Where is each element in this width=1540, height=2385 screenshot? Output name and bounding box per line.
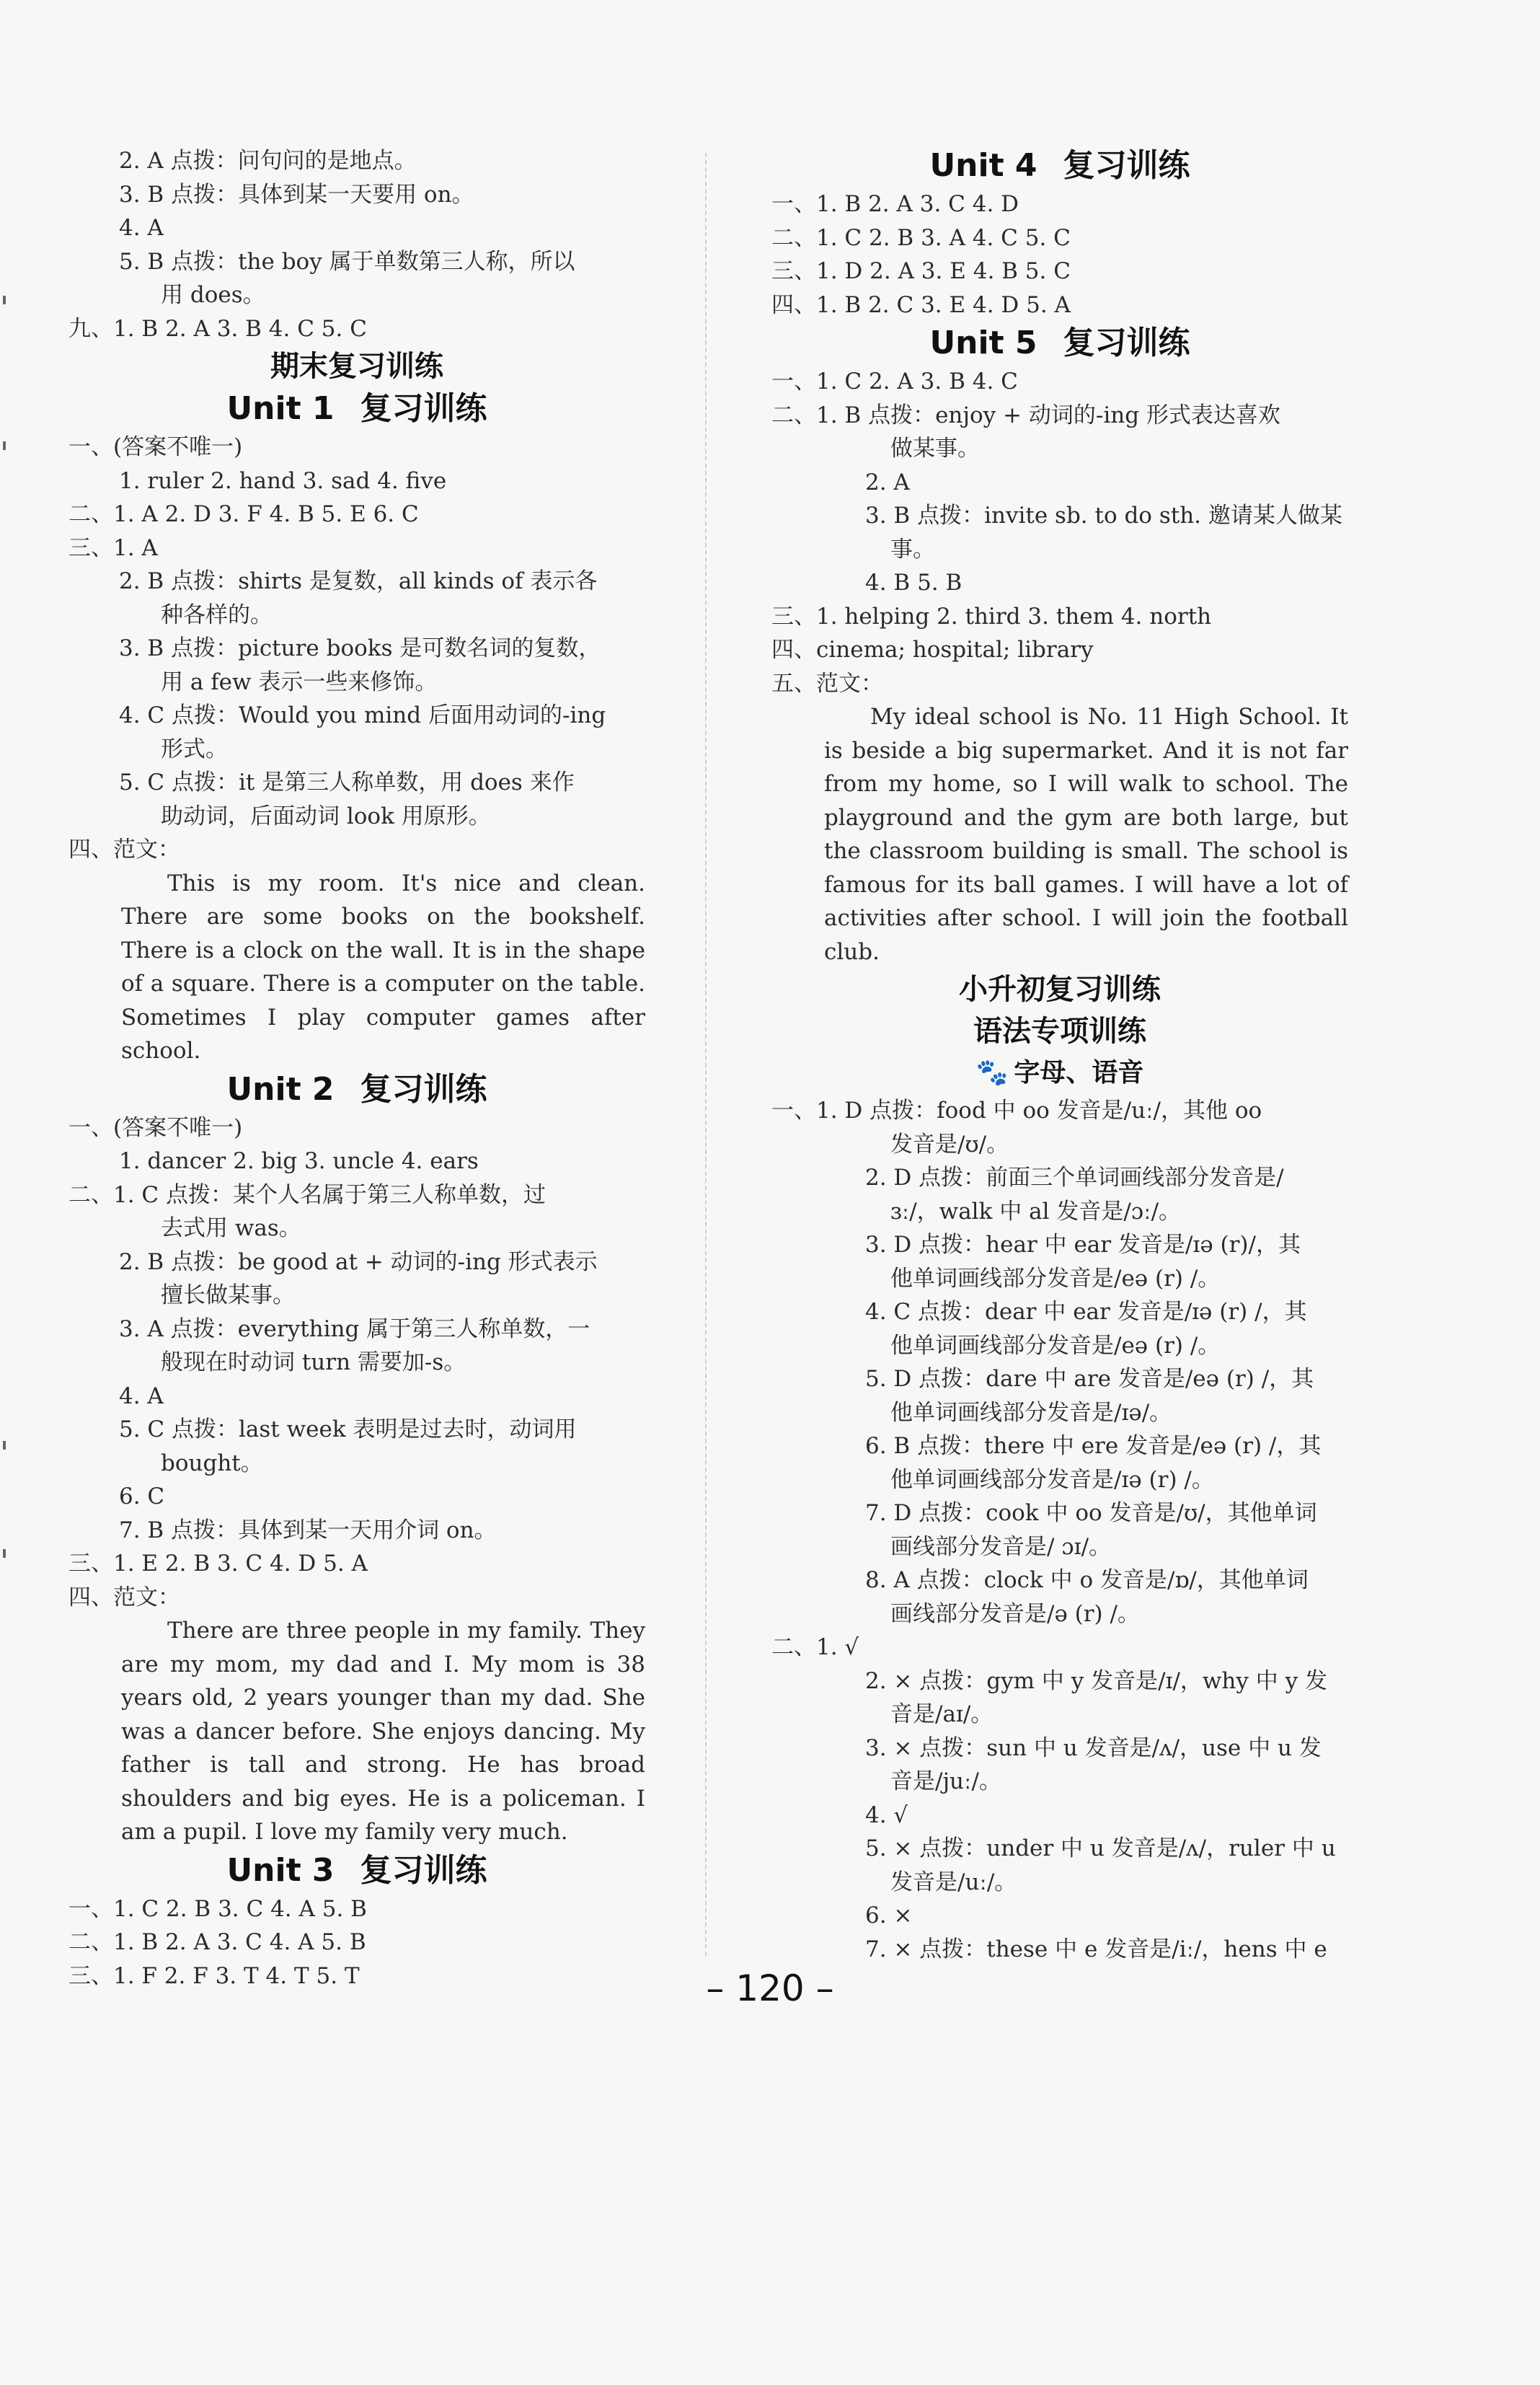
answer-line: 7. D 点拨：cook 中 oo 发音是/ʊ/，其他单词 bbox=[865, 1500, 1317, 1526]
answer-line: 三、1. A bbox=[68, 534, 158, 561]
answer-line: 2. A bbox=[865, 469, 910, 495]
answer-line: 1. dancer 2. big 3. uncle 4. ears bbox=[119, 1148, 479, 1174]
answer-line: 5. D 点拨：dare 中 are 发音是/eə (r) /，其 bbox=[865, 1366, 1314, 1392]
answer-line: 2. A 点拨：问句问的是地点。 bbox=[119, 148, 417, 174]
answer-line: 1. ruler 2. hand 3. sad 4. five bbox=[119, 467, 447, 494]
answer-line: 6. B 点拨：there 中 ere 发音是/eə (r) /，其 bbox=[865, 1433, 1322, 1459]
answer-line: 4. A bbox=[119, 1383, 164, 1409]
answer-line: 4. C 点拨：Would you mind 后面用动词的-ing bbox=[119, 702, 606, 728]
answer-line: 7. B 点拨：具体到某一天用介词 on。 bbox=[119, 1517, 497, 1543]
right-column bbox=[771, 144, 1348, 1966]
unit-label: 复习训练 bbox=[360, 390, 487, 427]
answer-line: 擅长做某事。 bbox=[161, 1282, 295, 1308]
answer-line: 4. B 5. B bbox=[865, 570, 962, 596]
edge-mark bbox=[3, 296, 6, 304]
answer-line: 画线部分发音是/ə (r) /。 bbox=[890, 1600, 1140, 1627]
answer-line: 二、1. C 点拨：某个人名属于第三人称单数，过 bbox=[68, 1181, 546, 1208]
answer-line: 二、1. C 2. B 3. A 4. C 5. C bbox=[771, 224, 1071, 251]
answer-line: 7. × 点拨：these 中 e 发音是/iː/，hens 中 e bbox=[865, 1936, 1327, 1962]
unit-heading bbox=[771, 322, 1348, 365]
edge-mark bbox=[3, 1441, 6, 1450]
essay-text: This is my room. It's nice and clean. There are some books on the bookshelf. There is a clock on the wall. It is in the shape of a square. There is a computer on the table. Sometimes I play computer games after school. bbox=[121, 870, 645, 1064]
answer-line: 一、(答案不唯一) bbox=[68, 434, 243, 460]
topic-heading bbox=[771, 1052, 1348, 1094]
answer-line: 助动词，后面动词 look 用原形。 bbox=[161, 803, 491, 829]
unit-heading bbox=[68, 1068, 645, 1111]
answer-line: 5. × 点拨：under 中 u 发音是/ʌ/，ruler 中 u bbox=[865, 1835, 1336, 1861]
unit-heading bbox=[771, 144, 1348, 188]
topic-label: 字母、语音 bbox=[1014, 1058, 1144, 1088]
answer-line: 4. √ bbox=[865, 1802, 908, 1828]
unit-heading bbox=[68, 387, 645, 431]
answer-line: 一、1. C 2. A 3. B 4. C bbox=[771, 369, 1018, 394]
answer-line: 去式用 was。 bbox=[161, 1215, 301, 1241]
answer-line: 5. C 点拨：it 是第三人称单数，用 does 来作 bbox=[119, 770, 575, 795]
unit-label: 复习训练 bbox=[1063, 147, 1190, 184]
answer-line: 四、cinema; hospital; library bbox=[771, 637, 1094, 663]
unit-number: Unit 3 bbox=[226, 1851, 335, 1889]
answer-line: 6. C bbox=[119, 1484, 165, 1509]
column-divider bbox=[705, 153, 707, 1956]
answer-line: 二、1. √ bbox=[771, 1634, 859, 1660]
unit-label: 复习训练 bbox=[1063, 325, 1190, 361]
answer-line: 五、范文： bbox=[771, 670, 883, 697]
answer-line: 4. C 点拨：dear 中 ear 发音是/ɪə (r) /，其 bbox=[865, 1299, 1307, 1325]
answer-line: 一、(答案不唯一) bbox=[68, 1114, 243, 1141]
paw-icon: 🐾 bbox=[975, 1058, 1009, 1088]
answer-line: 二、1. B 点拨：enjoy + 动词的-ing 形式表达喜欢 bbox=[771, 402, 1280, 428]
model-essay bbox=[68, 867, 645, 1068]
answer-line: 二、1. B 2. A 3. C 4. A 5. B bbox=[68, 1929, 366, 1955]
answer-line: 四、1. B 2. C 3. E 4. D 5. A bbox=[771, 291, 1071, 318]
answer-line: 他单词画线部分发音是/ɪə (r) /。 bbox=[890, 1466, 1214, 1493]
answer-line: 形式。 bbox=[161, 736, 228, 762]
answer-line: 三、1. D 2. A 3. E 4. B 5. C bbox=[771, 258, 1071, 284]
answer-line: 4. A bbox=[119, 215, 164, 241]
answer-line: 8. A 点拨：clock 中 o 发音是/ɒ/，其他单词 bbox=[865, 1567, 1309, 1593]
model-essay bbox=[771, 700, 1348, 969]
page-number: – 120 – bbox=[706, 1967, 834, 2009]
answer-line: 三、1. F 2. F 3. T 4. T 5. T bbox=[68, 1962, 360, 1989]
answer-line: 一、1. B 2. A 3. C 4. D bbox=[771, 191, 1019, 217]
answer-line: 2. × 点拨：gym 中 y 发音是/ɪ/，why 中 y 发 bbox=[865, 1667, 1327, 1694]
answer-line: 2. D 点拨：前面三个单词画线部分发音是/ bbox=[865, 1165, 1284, 1191]
unit-heading bbox=[68, 1849, 645, 1892]
answer-line: 二、1. A 2. D 3. F 4. B 5. E 6. C bbox=[68, 501, 419, 527]
answer-line: bought。 bbox=[161, 1450, 263, 1476]
answer-line: 音是/juː/。 bbox=[890, 1768, 1001, 1794]
answer-line: ɜː/，walk 中 al 发音是/ɔː/。 bbox=[890, 1198, 1182, 1225]
unit-label: 复习训练 bbox=[360, 1070, 487, 1108]
model-essay bbox=[68, 1614, 645, 1849]
answer-line: 他单词画线部分发音是/eə (r) /。 bbox=[890, 1332, 1221, 1359]
answer-line: 一、1. D 点拨：food 中 oo 发音是/uː/，其他 oo bbox=[771, 1098, 1262, 1124]
answer-line: 3. B 点拨：具体到某一天要用 on。 bbox=[119, 181, 474, 208]
essay-text: There are three people in my family. They are my mom, my dad and I. My mom is 38 years old, 2 years younger than my dad. She was a dancer before. She enjoys dancing. My father is tall and strong. He has broad shoulders and big eyes. He is a policeman. I am a pupil. I love my family very much. bbox=[121, 1618, 645, 1845]
edge-mark bbox=[3, 441, 6, 450]
answer-line: 用 a few 表示一些来修饰。 bbox=[161, 669, 438, 695]
section-heading: 小升初复习训练 bbox=[959, 973, 1161, 1006]
answer-line: 般现在时动词 turn 需要加-s。 bbox=[161, 1349, 466, 1375]
answer-line: 四、范文： bbox=[68, 1584, 180, 1610]
answer-line: 3. D 点拨：hear 中 ear 发音是/ɪə (r)/，其 bbox=[865, 1232, 1301, 1258]
answer-line: 用 does。 bbox=[161, 282, 265, 308]
answer-line: 6. × bbox=[865, 1903, 913, 1928]
unit-number: Unit 1 bbox=[226, 390, 335, 427]
answer-line: 音是/aɪ/。 bbox=[890, 1701, 994, 1727]
answer-line: 2. B 点拨：shirts 是复数，all kinds of 表示各 bbox=[119, 568, 598, 594]
answer-line: 三、1. E 2. B 3. C 4. D 5. A bbox=[68, 1551, 368, 1577]
answer-line: 做某事。 bbox=[890, 436, 980, 462]
essay-text: My ideal school is No. 11 High School. It is beside a big supermarket. And it is not far from my home, so I will walk to school. The playground and the gym are both large, but the classroom building is small. The school is famous for its ball games. I will have a lot of activities after school. I will join the football club. bbox=[824, 704, 1348, 965]
unit-number: Unit 4 bbox=[929, 147, 1037, 184]
section-heading: 期末复习训练 bbox=[270, 350, 443, 383]
answer-line: 3. × 点拨：sun 中 u 发音是/ʌ/，use 中 u 发 bbox=[865, 1734, 1322, 1761]
answer-line: 画线部分发音是/ ɔɪ/。 bbox=[890, 1533, 1112, 1560]
answer-line: 他单词画线部分发音是/eə (r) /。 bbox=[890, 1265, 1221, 1292]
answer-line: 3. A 点拨：everything 属于第三人称单数，一 bbox=[119, 1315, 590, 1342]
answer-line: 发音是/ʊ/。 bbox=[890, 1131, 1009, 1158]
answer-line: 他单词画线部分发音是/ɪə/。 bbox=[890, 1399, 1172, 1426]
edge-mark bbox=[3, 1549, 6, 1558]
answer-line: 种各样的。 bbox=[161, 601, 273, 628]
unit-number: Unit 2 bbox=[226, 1070, 335, 1108]
answer-line: 四、范文： bbox=[68, 837, 180, 863]
answer-line: 九、1. B 2. A 3. B 4. C 5. C bbox=[68, 315, 367, 342]
answer-line: 事。 bbox=[890, 536, 935, 563]
left-column bbox=[68, 144, 645, 1993]
answer-line: 5. B 点拨：the boy 属于单数第三人称，所以 bbox=[119, 248, 575, 275]
answer-line: 3. B 点拨：invite sb. to do sth. 邀请某人做某 bbox=[865, 503, 1342, 529]
answer-line: 发音是/uː/。 bbox=[890, 1869, 1017, 1895]
answer-line: 2. B 点拨：be good at + 动词的-ing 形式表示 bbox=[119, 1248, 598, 1275]
answer-line: 三、1. helping 2. third 3. them 4. north bbox=[771, 603, 1212, 630]
answer-line: 3. B 点拨：picture books 是可数名词的复数， bbox=[119, 635, 601, 661]
answer-line: 一、1. C 2. B 3. C 4. A 5. B bbox=[68, 1895, 367, 1922]
unit-label: 复习训练 bbox=[360, 1851, 487, 1889]
answer-line: 5. C 点拨：last week 表明是过去时，动词用 bbox=[119, 1416, 577, 1442]
section-heading: 语法专项训练 bbox=[973, 1015, 1146, 1048]
unit-number: Unit 5 bbox=[929, 325, 1037, 361]
